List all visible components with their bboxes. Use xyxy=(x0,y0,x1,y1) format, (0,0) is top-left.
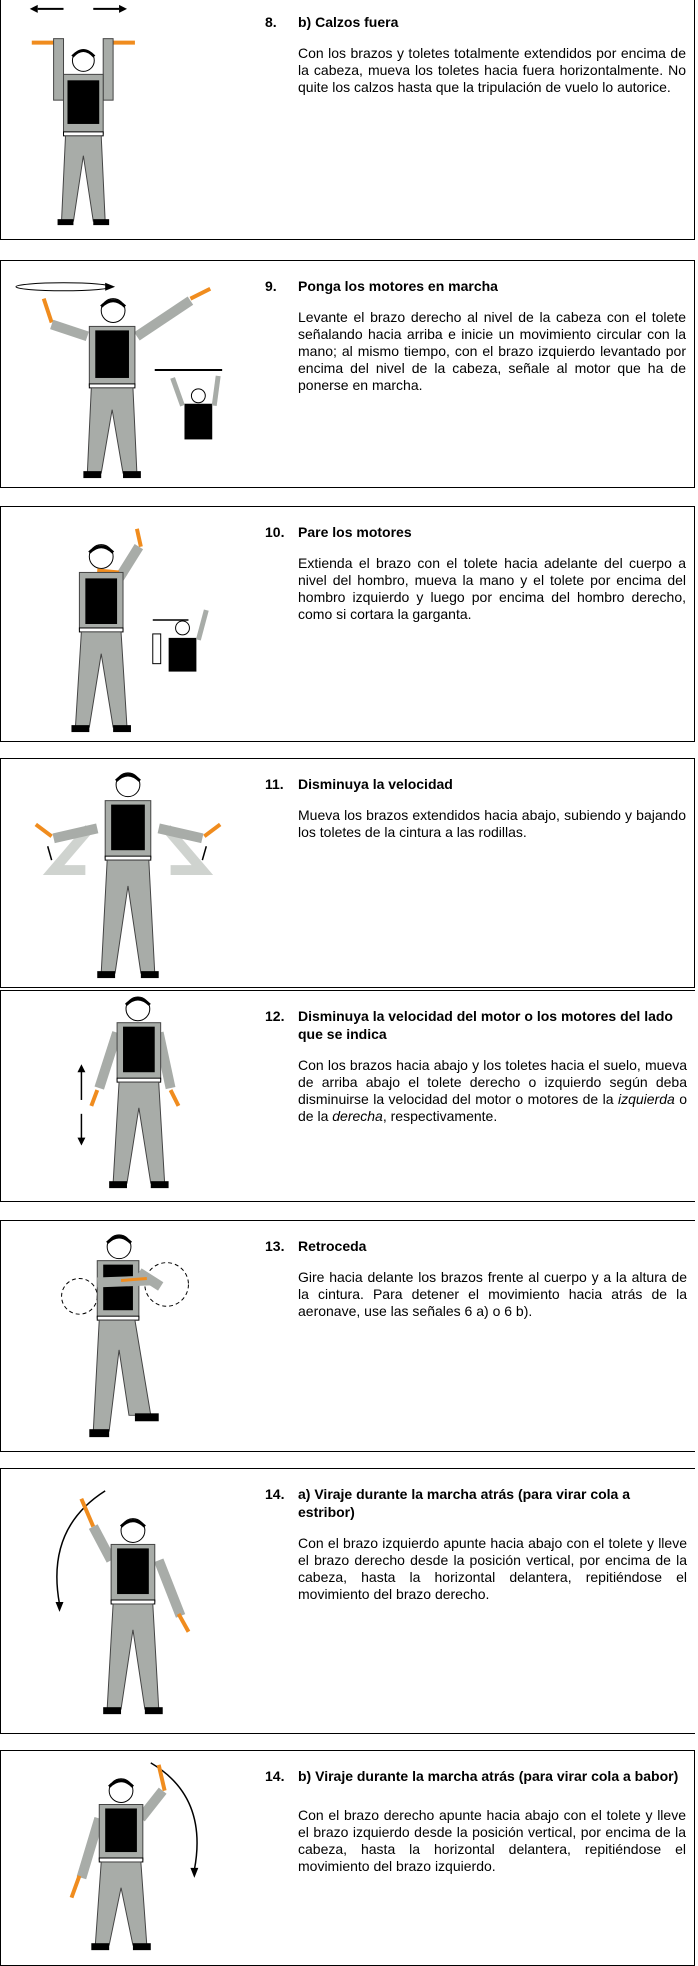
inset-figure xyxy=(153,610,207,671)
signal-description: Levante el brazo derecho al nivel de la cabeza con el tolete señalando hacia arriba e inicie un movimiento circular con la mano; al mismo tiempo, con el brazo izquierdo levantado por encima del nivel de la cabeza, señale al motor que ha de ponerse en marcha. xyxy=(298,309,686,393)
marshaller-figure-12 xyxy=(1,991,251,1201)
signal-description: Gire hacia delante los brazos frente al cuerpo y a la altura de la cintura. Para detener el movimiento hacia atrás de la aeronave, use las señales 6 a) o 6 b). xyxy=(298,1269,687,1319)
signal-panel-14a xyxy=(0,1468,695,1734)
marshaller-figure-14a xyxy=(1,1469,251,1733)
signal-panel-13 xyxy=(0,1220,695,1452)
baton-down xyxy=(179,1614,189,1632)
marshaller-figure-8 xyxy=(1,0,251,239)
baton-down xyxy=(72,1876,80,1898)
baton-left xyxy=(91,1090,97,1106)
signal-panel-11 xyxy=(0,758,695,988)
signal-description: Mueva los brazos extendidos hacia abajo, subiendo y bajando los toletes de la cintura a las rodillas. xyxy=(298,807,686,840)
signal-number: 12. xyxy=(265,1008,285,1024)
signal-number: 8. xyxy=(265,14,277,30)
baton-left xyxy=(44,299,52,323)
signal-panel-9 xyxy=(0,260,695,488)
baton-right xyxy=(190,289,210,299)
arrow-updown-icon xyxy=(48,846,52,860)
signal-title: b) Viraje durante la marcha atrás (para virar cola a babor) xyxy=(298,1768,679,1784)
signal-panel-14b xyxy=(0,1750,695,1966)
baton-right xyxy=(171,1090,179,1106)
signal-title: Pare los motores xyxy=(298,524,412,540)
signal-description: Extienda el brazo con el tolete hacia adelante del cuerpo a nivel del hombro, mueva la mano y el tolete por encima del hombro izquierdo y luego por encima del hombro derecho, como si cortara la garganta. xyxy=(298,555,686,622)
swing-arc-icon xyxy=(57,1491,105,1604)
signal-title: Ponga los motores en marcha xyxy=(298,278,498,294)
arrow-updown-icon xyxy=(202,846,206,860)
signal-description: Con el brazo derecho apunte hacia abajo con el tolete y lleve el brazo izquierdo desde la posición vertical, por encima de la cabeza, hasta la horizontal delantera, repitiéndose el movimiento del brazo izquierdo. xyxy=(298,1807,686,1874)
signal-title: a) Viraje durante la marcha atrás (para virar cola a estribor) xyxy=(298,1486,631,1520)
baton-raised xyxy=(81,1499,93,1527)
marshaller-figure-11 xyxy=(1,759,251,987)
baton-raised xyxy=(137,529,141,547)
signal-number: 11. xyxy=(265,776,284,792)
marshaller-figure-10 xyxy=(1,507,251,741)
inset-figure xyxy=(155,370,222,439)
baton-left xyxy=(36,824,52,836)
signal-title: Retroceda xyxy=(298,1238,367,1254)
signal-title: b) Calzos fuera xyxy=(298,14,399,30)
signal-panel-8 xyxy=(0,0,695,240)
marshaller-figure-14b xyxy=(1,1751,251,1965)
baton xyxy=(121,1279,147,1281)
signal-number: 14. xyxy=(265,1486,285,1502)
signal-description: Con los brazos y toletes totalmente extendidos por encima de la cabeza, mueva los toletes hacia fuera horizontalmente. No quite los calzos hasta que la tripulación de vuelo lo autorice. xyxy=(298,45,686,95)
swing-arc-icon xyxy=(151,1763,197,1870)
baton-raised xyxy=(159,1765,165,1791)
signal-number: 13. xyxy=(265,1238,285,1254)
signal-description: Con el brazo izquierdo apunte hacia abajo con el tolete y lleve el brazo derecho desde la posición vertical, por encima de la cabeza, hasta la horizontal delantera, repitiéndose el movimiento del brazo derecho. xyxy=(298,1535,687,1602)
signal-number: 10. xyxy=(265,524,285,540)
signal-panel-12 xyxy=(0,990,695,1202)
baton-right xyxy=(204,824,220,836)
rotation-arrow-icon xyxy=(16,283,111,291)
marshaller-figure-9 xyxy=(1,261,251,487)
marshaller-figure-13 xyxy=(1,1221,251,1451)
signal-number: 14. xyxy=(265,1768,285,1784)
signal-title: Disminuya la velocidad xyxy=(298,776,453,792)
signal-panel-10 xyxy=(0,506,695,742)
signal-description: Con los brazos hacia abajo y los toletes hacia el suelo, mueva de arriba abajo el tolete derecho o izquierdo según deba disminuirse la velocidad del motor o motores de la izquierda o de la derecha, respectivamente. xyxy=(298,1057,687,1124)
signal-number: 9. xyxy=(265,278,277,294)
signal-title: Disminuya la velocidad del motor o los motores del lado que se indica xyxy=(298,1008,673,1042)
